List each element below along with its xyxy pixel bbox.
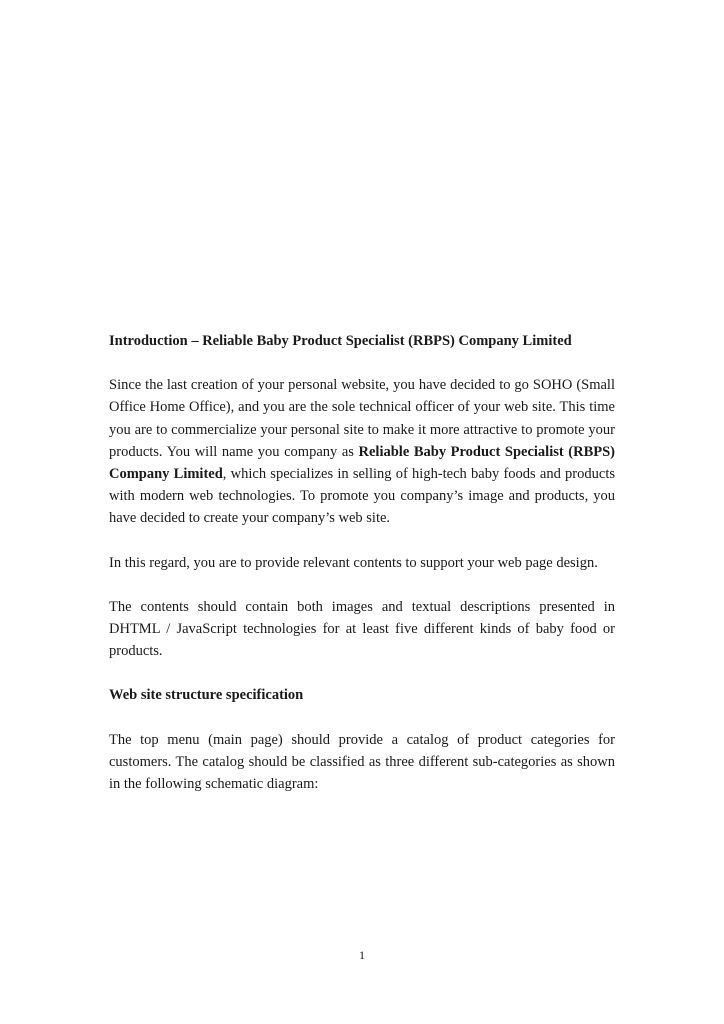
contents-paragraph: The contents should contain both images and textual descriptions presented in DHTML / JavaScript technologies for at least five different kinds of baby food or products. <box>109 598 615 660</box>
company-name-bold: Reliable Baby Product Specialist (RBPS) Company Limited <box>109 443 615 483</box>
page-number: 1 <box>359 948 365 962</box>
intro-text-start: Since the last creation of your personal website, you have decided to go SOHO (Small Office Home Office), and you are the sole technical officer of your web site. This time you are to commercialize your personal site to make it more attractive to promote your products. You will name you company as <box>109 377 615 460</box>
structure-heading: Web site structure specification <box>109 687 304 704</box>
structure-paragraph: The top menu (main page) should provide a catalog of product categories for customers. The catalog should be classified as three different sub-categories as shown in the following schematic diagram: <box>109 731 615 793</box>
intro-paragraph <box>109 374 615 529</box>
intro-heading: Introduction – Reliable Baby Product Specialist (RBPS) Company Limited <box>109 333 572 349</box>
intro-text-end: , which specializes in selling of high-tech baby foods and products with modern web technologies. To promote you company’s image and products, you have decided to create your company’s web site. <box>109 466 615 527</box>
regard-paragraph: In this regard, you are to provide relevant contents to support your web page design. <box>109 554 598 571</box>
document-body <box>109 330 615 817</box>
